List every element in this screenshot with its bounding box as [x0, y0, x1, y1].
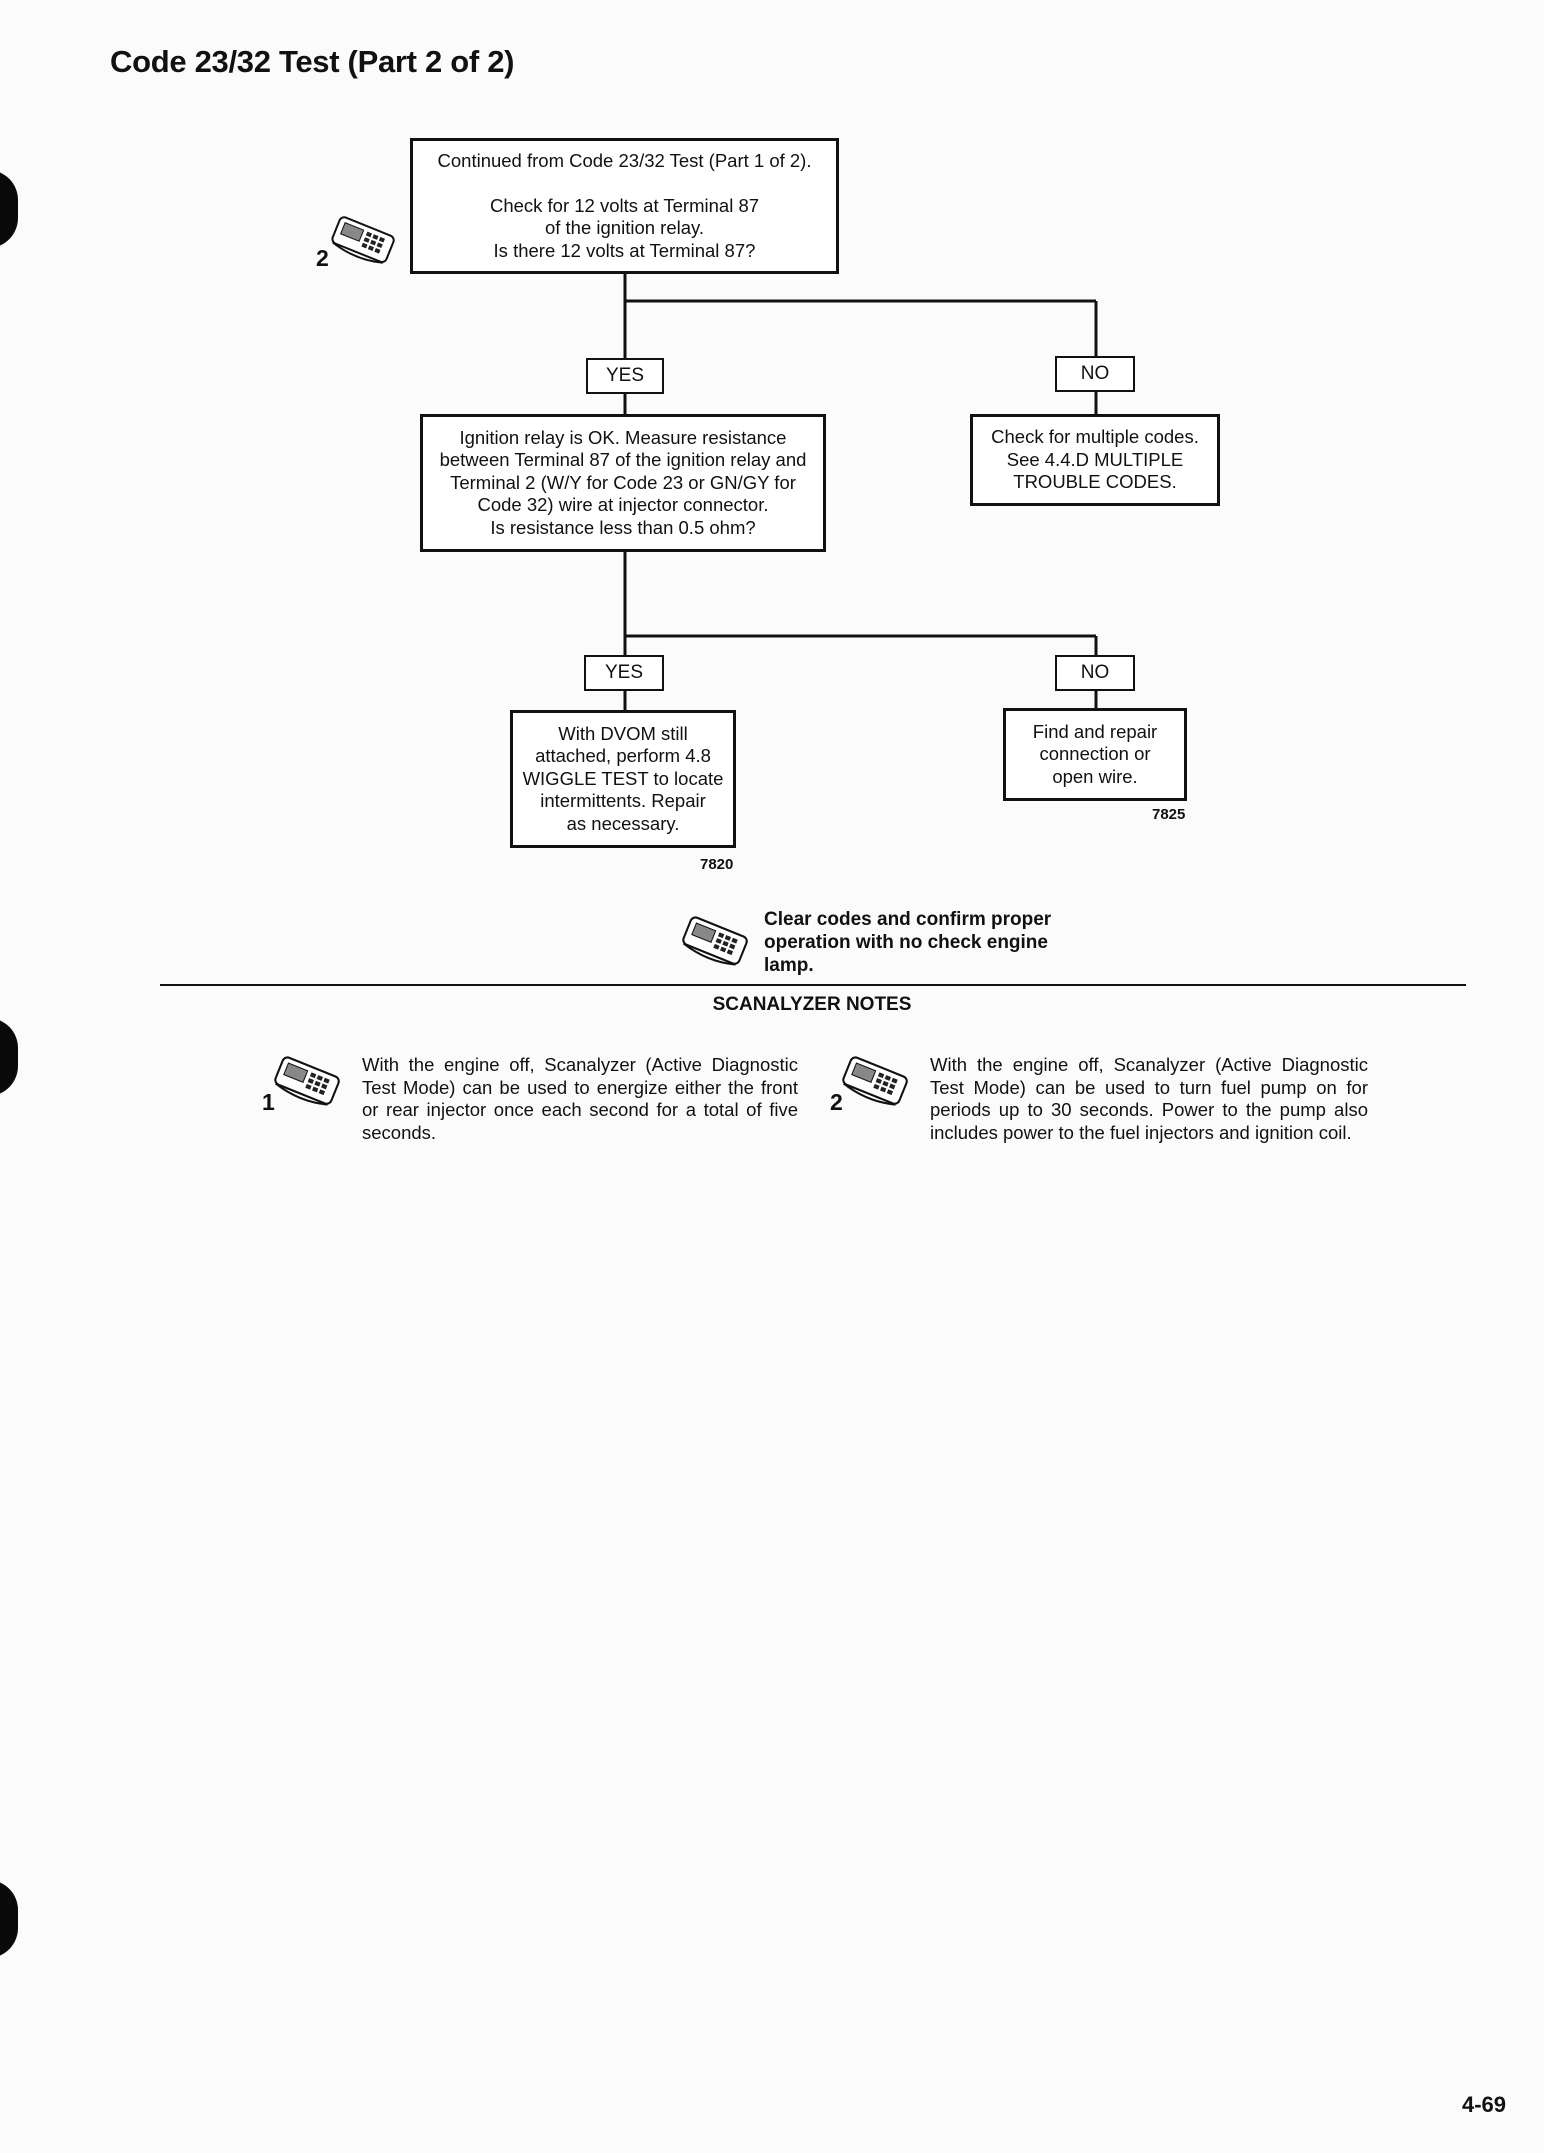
scanalyzer-note-2: With the engine off, Scanalyzer (Active Diagnostic Test Mode) can be used to turn fuel pump on for periods up to 30 seconds. Power to the pump also includes power to the fuel injectors and ignition coil.: [930, 1054, 1368, 1143]
yes-label: YES: [586, 358, 664, 394]
final-step-line: operation with no check engine: [764, 932, 1048, 953]
final-step-line: Clear codes and confirm proper: [764, 909, 1052, 930]
scanalyzer-device-icon: [676, 912, 756, 970]
repair-connection-box: [1003, 708, 1187, 801]
box-line: WIGGLE TEST to locate: [522, 767, 724, 789]
no-label: NO: [1055, 655, 1135, 691]
binder-hole-middle: [0, 1018, 18, 1096]
yes-label: YES: [584, 655, 664, 691]
box-line: Ignition relay is OK. Measure resistance: [459, 426, 787, 448]
start-box-line: of the ignition relay.: [544, 217, 705, 238]
start-box-line: Continued from Code 23/32 Test (Part 1 of 2).: [437, 150, 812, 171]
note-number: 2: [830, 1089, 843, 1115]
figure-reference: 7820: [700, 856, 734, 873]
box-line: intermittents. Repair: [540, 790, 706, 812]
box-line: between Terminal 87 of the ignition relay and: [439, 449, 807, 471]
final-step-text: [764, 908, 1051, 977]
scanalyzer-device-icon: [836, 1052, 916, 1110]
scanalyzer-device-icon: [326, 212, 402, 268]
page-number: 4-69: [1462, 2092, 1507, 2117]
box-line: See 4.4.D MULTIPLE: [1006, 448, 1184, 470]
final-step-line: lamp.: [764, 955, 814, 976]
box-line: Find and repair: [1032, 720, 1158, 742]
box-line: TROUBLE CODES.: [1013, 471, 1177, 493]
scanalyzer-note-1: With the engine off, Scanalyzer (Active Diagnostic Test Mode) can be used to energize either the front or rear injector once each second for a total of five seconds.: [362, 1054, 798, 1143]
binder-hole-bottom: [0, 1880, 18, 1958]
wiggle-test-box: [510, 710, 736, 848]
start-box-line: Check for 12 volts at Terminal 87: [489, 194, 760, 216]
box-line: as necessary.: [566, 812, 680, 834]
note-number: 1: [262, 1089, 275, 1115]
box-line: connection or: [1039, 743, 1151, 765]
resistance-check-box: [420, 414, 826, 552]
box-line: open wire.: [1052, 765, 1138, 787]
figure-reference: 7825: [1152, 806, 1186, 823]
note-reference-number: 2: [316, 245, 329, 271]
box-line: Is resistance less than 0.5 ohm?: [490, 516, 756, 538]
page-title: Code 23/32 Test (Part 2 of 2): [110, 44, 515, 79]
multiple-codes-box: [970, 414, 1220, 506]
box-line: Terminal 2 (W/Y for Code 23 or GN/GY for: [450, 471, 796, 493]
box-line: attached, perform 4.8: [535, 745, 711, 767]
start-box-line: Is there 12 volts at Terminal 87?: [493, 239, 756, 261]
no-label: NO: [1055, 356, 1135, 392]
section-divider: [160, 984, 1466, 986]
scanalyzer-device-icon: [268, 1052, 348, 1110]
scanalyzer-notes-heading: SCANALYZER NOTES: [712, 994, 912, 1015]
box-line: Check for multiple codes.: [991, 426, 1199, 448]
box-line: With DVOM still: [558, 722, 688, 744]
box-line: Code 32) wire at injector connector.: [477, 494, 769, 516]
start-box: [410, 138, 839, 274]
